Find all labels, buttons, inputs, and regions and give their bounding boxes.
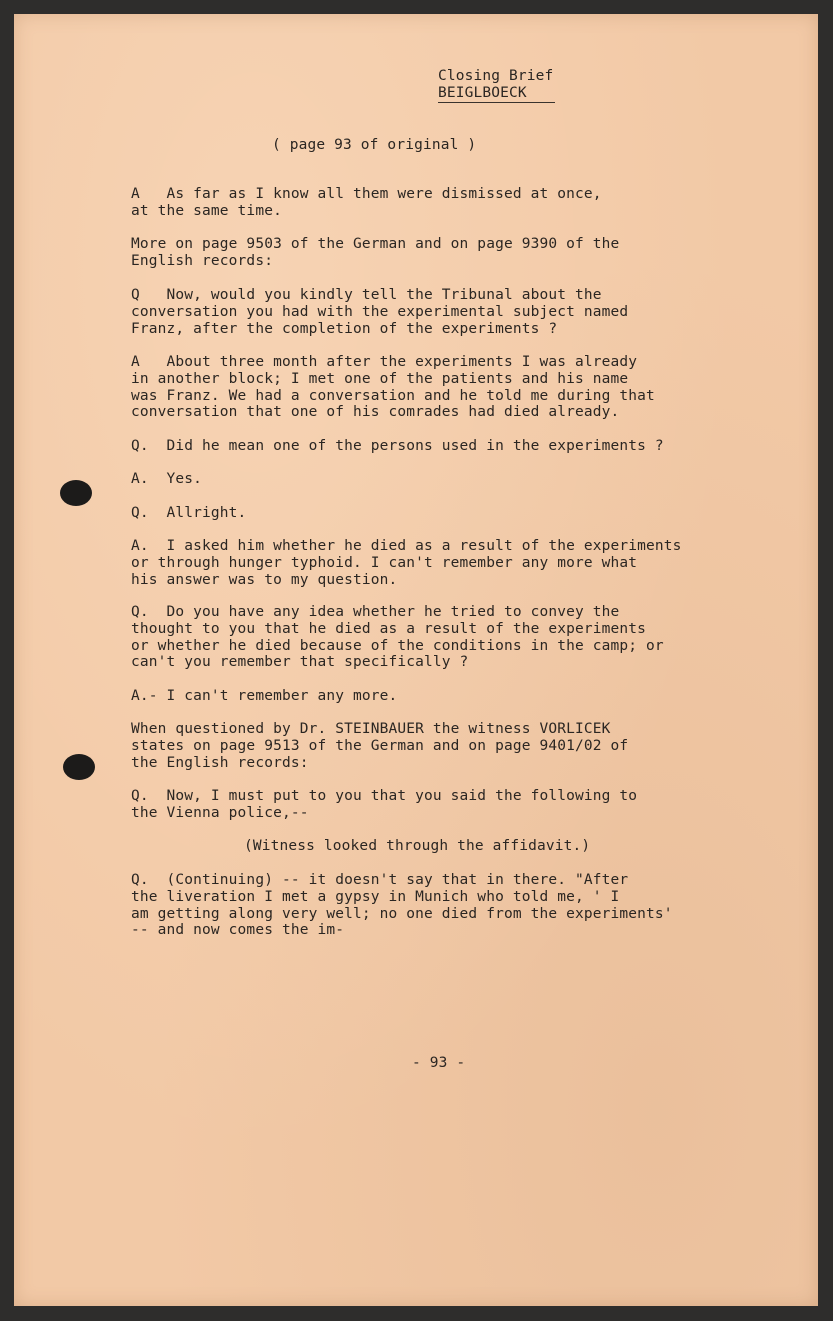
header-title: Closing Brief [438, 68, 554, 84]
paragraph-answer-typhoid: A. I asked him whether he died as a result of the experiments or through hunger typhoid. I can't remember any more what his answer was to my question. [131, 538, 682, 588]
paragraph-question-allright: Q. Allright. [131, 505, 247, 521]
paragraph-question-persons: Q. Did he mean one of the persons used in the experiments ? [131, 438, 664, 454]
punch-hole-bottom [63, 754, 95, 780]
original-page-reference: ( page 93 of original ) [272, 137, 477, 153]
paragraph-witness-note: (Witness looked through the affidavit.) [244, 838, 591, 854]
paragraph-answer-franz: A About three month after the experiments I was already in another block; I met one of the patients and his name was Franz. We had a conversation and he told me during that conversation that one of his comrades had died already. [131, 354, 655, 421]
paragraph-answer-remember: A.- I can't remember any more. [131, 688, 398, 704]
punch-hole-top [60, 480, 92, 506]
page-number: - 93 - [412, 1055, 466, 1071]
paragraph-question-conditions: Q. Do you have any idea whether he tried to convey the thought to you that he died as a result of the experiments or whether he died because of the conditions in the camp; or can't you remember that specifically ? [131, 604, 664, 671]
paragraph-question-continuing: Q. (Continuing) -- it doesn't say that in there. "After the liveration I met a gypsy in Munich who told me, ' I am getting along very well; no one died from the experiments' -- and now comes the im- [131, 872, 673, 939]
paragraph-answer-dismissed: A As far as I know all them were dismissed at once, at the same time. [131, 186, 602, 219]
paragraph-answer-yes: A. Yes. [131, 471, 203, 487]
paragraph-question-vienna: Q. Now, I must put to you that you said the following to the Vienna police,-- [131, 788, 638, 821]
header-name: BEIGLBOECK [438, 85, 555, 103]
paragraph-question-franz: Q Now, would you kindly tell the Tribunal about the conversation you had with the experimental subject named Franz, after the completion of the experiments ? [131, 287, 629, 337]
paragraph-record-reference: More on page 9503 of the German and on page 9390 of the English records: [131, 236, 620, 269]
paragraph-steinbauer-reference: When questioned by Dr. STEINBAUER the witness VORLICEK states on page 9513 of the German and on page 9401/02 of the English records: [131, 721, 629, 771]
